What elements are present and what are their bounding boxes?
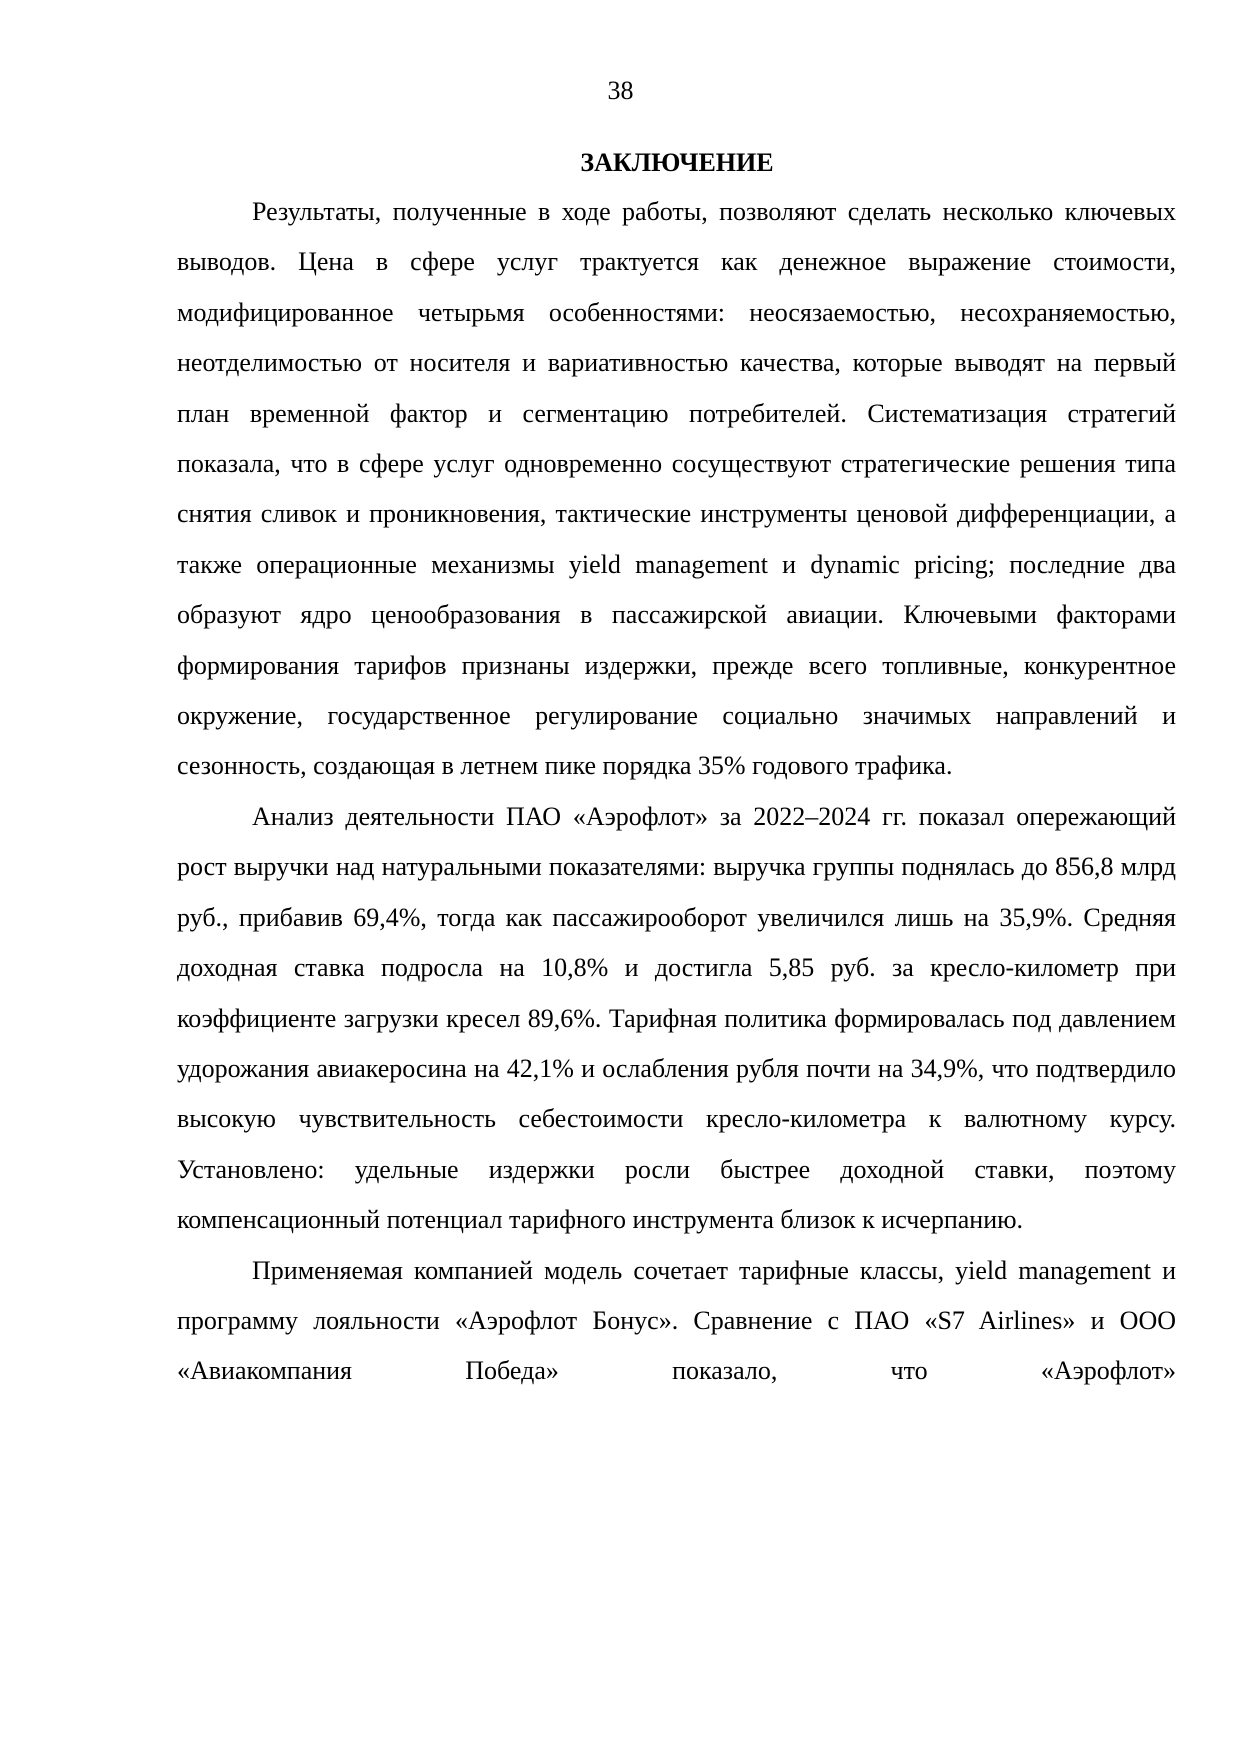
section-title: ЗАКЛЮЧЕНИЕ	[580, 148, 774, 177]
paragraph-aeroflot-analysis: Анализ деятельности ПАО «Аэрофлот» за 2022–2024 гг. показал опережающий рост выручки над натуральными показателями: выручка группы поднялась до 856,8 млрд руб., прибавив 69,4%, тогда как пассажирооборот увеличился лишь на 35,9%. Средняя доходная ставка подросла на 10,8% и достигла 5,85 руб. за кресло-километр при коэффициенте загрузки кресел 89,6%. Тарифная политика формировалась под давлением удорожания авиакеросина на 42,1% и ослабления рубля почти на 34,9%, что подтвердило высокую чувствительность себестоимости кресло-километра к валютному курсу. Установлено: удельные издержки росли быстрее доходной ставки, поэтому компенсационный потенциал тарифного инструмента близок к исчерпанию.	[177, 801, 1176, 1235]
page-number: 38	[607, 76, 634, 105]
body-text	[177, 187, 1176, 1397]
paragraph-pricing-model: Применяемая компанией модель сочетает тарифные классы, yield management и программу лояльности «Аэрофлот Бонус». Сравнение с ПАО «S7 Airlines» и ООО «Авиакомпания Победа» показало, что «Аэрофлот»	[177, 1255, 1176, 1386]
paragraph-conclusions-theory: Результаты, полученные в ходе работы, позволяют сделать несколько ключевых выводов. Цена в сфере услуг трактуется как денежное выражение стоимости, модифицированное четырьмя особенностями: неосязаемостью, несохраняемостью, неотделимостью от носителя и вариативностью качества, которые выводят на первый план временной фактор и сегментацию потребителей. Систематизация стратегий показала, что в сфере услуг одновременно сосуществуют стратегические решения типа снятия сливок и проникновения, тактические инструменты ценовой дифференциации, а также операционные механизмы yield management и dynamic pricing; последние два образуют ядро ценообразования в пассажирской авиации. Ключевыми факторами формирования тарифов признаны издержки, прежде всего топливные, конкурентное окружение, государственное регулирование социально значимых направлений и сезонность, создающая в летнем пике порядка 35% годового трафика.	[177, 197, 1176, 781]
